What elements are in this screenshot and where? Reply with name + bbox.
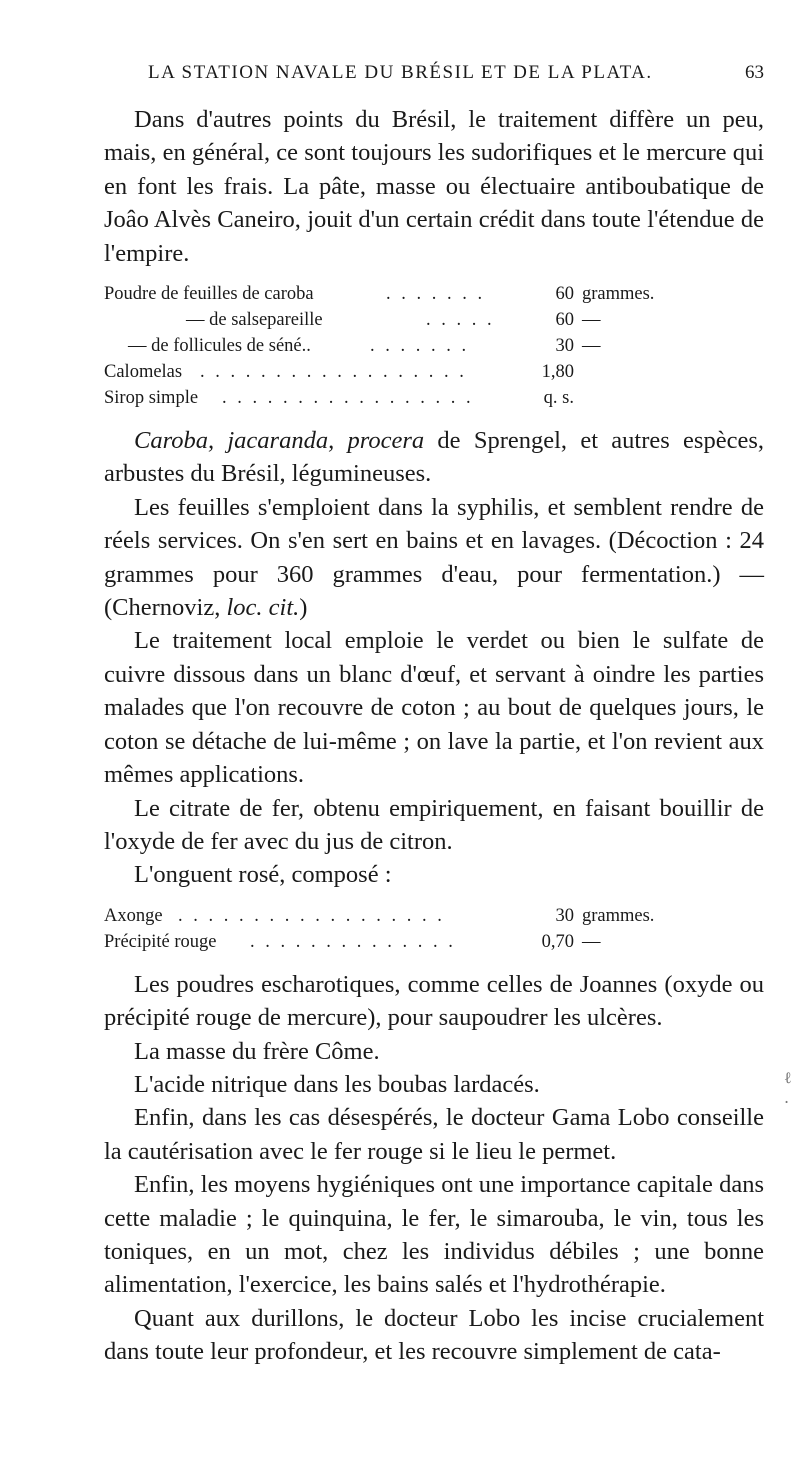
paragraph: La masse du frère Côme. — [134, 1037, 380, 1065]
leader-dots: . . . . . — [426, 310, 495, 331]
ingredient-name: — de salsepareille — [186, 310, 323, 331]
leader-dots: . . . . . . . — [370, 336, 470, 357]
paragraph: Les poudres escharotiques, comme celles de Joannes (oxyde ou précipité rouge de mercure), pour saupoudrer les ulcères. — [104, 970, 764, 1032]
recipe-caroba — [104, 281, 764, 411]
leader-dots: . . . . . . . . . . . . . . . . . . — [200, 362, 467, 383]
leader-dots: . . . . . . . . . . . . . . . . . — [222, 388, 474, 409]
margin-mark: ℓ . — [784, 1068, 792, 1107]
ingredient-name: Axonge — [104, 905, 163, 926]
running-title: LA STATION NAVALE DU BRÉSIL ET DE LA PLATA. — [148, 62, 653, 83]
recipe-row — [104, 903, 764, 929]
page-number: 63 — [745, 62, 764, 83]
recipe-row — [104, 333, 764, 359]
recipe-row — [104, 385, 764, 411]
paragraph: Enfin, dans les cas désespérés, le docteur Gama Lobo conseille la cautérisation avec le fer rouge si le lieu le permet. — [104, 1104, 764, 1165]
ingredient-name: Poudre de feuilles de caroba — [104, 284, 314, 305]
paragraph: Quant aux durillons, le docteur Lobo les incise crucialement dans toute leur profondeur, et les recouvre simplement de cata- — [104, 1304, 764, 1366]
ingredient-quantity: 0,70 — [541, 931, 574, 952]
paragraph-text: Les feuilles s'emploient dans la syphilis, et semblent rendre de réels services. On s'en sert en bains et en lavages. (Décoction : 24 grammes pour 360 grammes d'eau, pour fermentation.) — (Chernoviz, — [104, 493, 764, 622]
ingredient-name: — de follicules de séné.. — [128, 336, 311, 357]
italic-species-names: Caroba, jacaranda, procera — [134, 427, 425, 455]
paragraph: Dans d'autres points du Brésil, le traitement diffère un peu, mais, en général, ce sont toujours les sudorifiques et le mercure qui en font les frais. La pâte, masse ou électuaire antiboubatique de Joâo Alvès Caneiro, jouit d'un certain crédit dans toute l'étendue de l'empire. — [104, 106, 764, 267]
ingredient-quantity: 60 — [555, 310, 574, 331]
ingredient-quantity: 30 — [555, 336, 574, 357]
paragraph — [104, 424, 764, 491]
paragraph-text: de Sprengel, et autres espèces, arbustes du Brésil, légumineuses. — [104, 427, 764, 488]
italic-citation: loc. cit. — [226, 594, 300, 622]
ingredient-unit: — — [582, 931, 601, 952]
ingredient-name: Sirop simple — [104, 388, 199, 409]
ingredient-quantity: 30 — [555, 905, 574, 926]
page-header — [104, 62, 764, 88]
leader-dots: . . . . . . . — [386, 284, 486, 305]
recipe-onguent — [104, 903, 764, 955]
ingredient-unit: grammes. — [582, 284, 655, 305]
paragraph: Le traitement local emploie le verdet ou bien le sulfate de cuivre dissous dans un blanc d'œuf, et servant à oindre les parties malades que l'on recouvre de coton ; au bout de quelques jours, le coton se détache de lui-même ; on lave la partie, et l'on revient aux mêmes applications. — [104, 627, 764, 789]
paragraph: L'onguent rosé, composé : — [134, 861, 392, 889]
recipe-row — [104, 929, 764, 955]
ingredient-quantity: q. s. — [543, 388, 574, 409]
recipe-row — [104, 307, 764, 333]
paragraph: Le citrate de fer, obtenu empiriquement, en faisant bouillir de l'oxyde de fer avec du jus de citron. — [104, 794, 764, 855]
ingredient-name: Précipité rouge — [104, 931, 217, 952]
ingredient-quantity: 1,80 — [541, 362, 574, 383]
ingredient-name: Calomelas — [104, 362, 183, 383]
ingredient-unit: — — [582, 336, 601, 357]
ingredient-unit: — — [582, 310, 601, 331]
paragraph: L'acide nitrique dans les boubas lardacés. — [134, 1070, 540, 1098]
leader-dots: . . . . . . . . . . . . . . . . . . — [178, 905, 445, 926]
ingredient-unit: grammes. — [582, 905, 655, 926]
paragraph-text: ) — [299, 594, 308, 622]
leader-dots: . . . . . . . . . . . . . . — [250, 931, 456, 952]
recipe-row — [104, 281, 764, 307]
page-body — [104, 103, 764, 1369]
paragraph — [104, 491, 764, 625]
recipe-row — [104, 359, 764, 385]
paragraph: Enfin, les moyens hygiéniques ont une importance capitale dans cette maladie ; le quinquina, le fer, le simarouba, le vin, tous les toniques, en un mot, chez les individus débiles ; une bonne alimentation, l'exercice, les bains salés et l'hydrothérapie. — [104, 1171, 764, 1299]
ingredient-quantity: 60 — [555, 284, 574, 305]
